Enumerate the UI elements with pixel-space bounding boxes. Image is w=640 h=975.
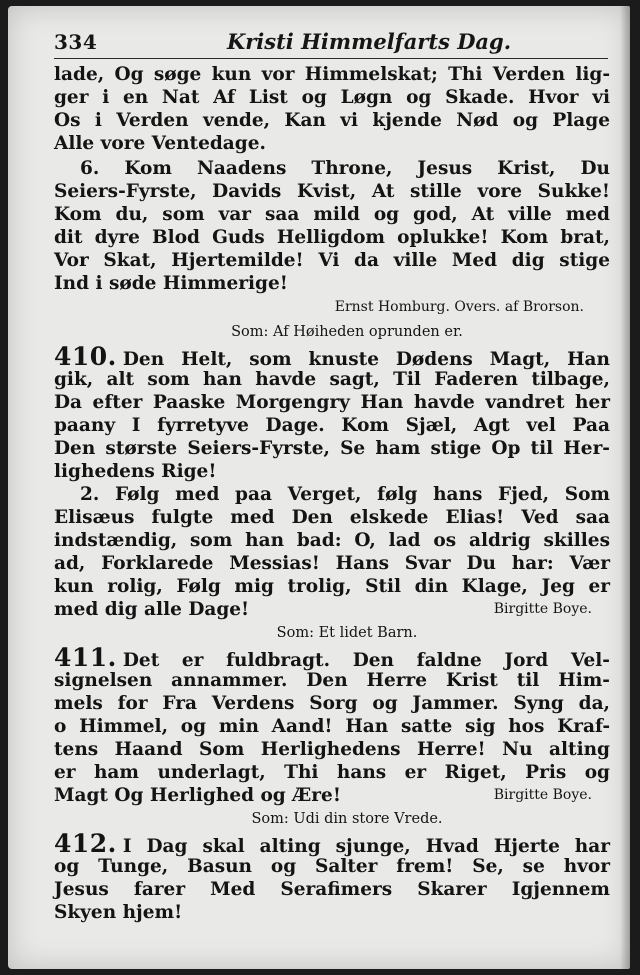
text-line: o Himmel, og min Aand! Han satte sig hos Kraf- [54,716,610,737]
running-title: Kristi Himmelfarts Dag. [226,29,512,54]
text-line: kun rolig, Følg mig trolig, Stil din Klage, Jeg er [54,576,610,597]
author-attribution: Ernst Homburg. Overs. af Brorson. [334,299,584,315]
text-line: Den største Seiers-Fyrste, Se ham stige Op til Her- [54,438,610,459]
hymn-411 [54,621,610,807]
text-line: Elisæus fulgte med Den elskede Elias! Ved saa [54,507,610,528]
hymn-first-line [54,342,610,371]
closing-line [54,598,610,621]
melody-line: Som: Af Høiheden oprunden er. [231,324,463,340]
text-line: Jesus farer Med Serafimers Skarer Igjennem [54,879,610,900]
text-line: med dig alle Dage! [54,599,250,620]
page-body [54,63,610,924]
text-line: Ind i søde Himmerige! [54,273,288,294]
text-line: er ham underlagt, Thi hans er Riget, Pris og [54,762,610,783]
verse-number: 6. [80,158,100,179]
text-line: Magt Og Herlighed og Ære! [54,785,341,806]
text-line: paany I fyrretyve Dage. Kom Sjæl, Agt vel Paa [54,415,610,436]
page-edge-shadow [620,6,630,969]
page-header [54,24,608,59]
hymn-number: 412. [54,829,117,858]
text-line: Det er fuldbragt. Den faldne Jord Vel- [122,650,610,671]
text-line: Seiers-Fyrste, Davids Kvist, At stille vore Sukke! [54,181,610,202]
hymn-number: 410. [54,342,117,371]
text-line: I Dag skal alting sjunge, Hvad Hjerte har [122,836,610,857]
text-line: Den Helt, som knuste Dødens Magt, Han [122,349,610,370]
text-line: ad, Forklarede Messias! Hans Svar Du har: Vær [54,553,610,574]
text-line: Kom Naadens Throne, Jesus Krist, Du [124,158,611,179]
text-line: mels for Fra Verdens Sorg og Jammer. Syng da, [54,693,610,714]
text-line: dit dyre Blod Guds Helligdom oplukke! Kom brat, [54,227,610,248]
text-line: Da efter Paaske Morgengry Han havde vandret her [54,392,610,413]
text-line: indstændig, som han bad: O, lad os aldrig skilles [54,530,610,551]
hymn-number: 411. [54,643,117,672]
hymn-first-line [54,643,610,672]
text-line: signelsen annammer. Den Herre Krist til Him- [54,670,610,691]
book-page [8,6,630,969]
melody-line: Som: Udi din store Vrede. [251,811,443,827]
melody-line: Som: Et lidet Barn. [276,625,418,641]
text-line: Følg med paa Verget, følg hans Fjed, Som [115,484,610,505]
closing-line [54,784,610,807]
text-line: gik, alt som han havde sagt, Til Faderen tilbage, [54,369,610,390]
text-line: og Tunge, Basun og Salter frem! Se, se hvor [54,856,610,877]
text-line: lade, Og søge kun vor Himmelskat; Thi Verden lig- [54,64,610,85]
text-line: Vor Skat, Hjertemilde! Vi da ville Med dig stige [54,250,610,271]
hymn-410 [54,320,610,621]
text-line: tens Haand Som Herlighedens Herre! Nu alting [54,739,610,760]
text-line: Skyen hjem! [54,902,183,923]
verse-number: 2. [80,484,100,505]
text-line: lighedens Rige! [54,461,217,482]
text-line: ger i en Nat Af List og Løgn og Skade. Hvor vi [54,87,610,108]
continued-hymn [54,63,610,320]
text-line: Os i Verden vende, Kan vi kjende Nød og Plage [54,110,610,131]
hymn-first-line [54,829,610,858]
verse-first-line [54,483,610,506]
hymn-412 [54,807,610,924]
author-attribution: Birgitte Boye. [493,601,592,617]
text-line: Kom du, som var saa mild og god, At ville med [54,204,610,225]
text-line: Alle vore Ventedage. [54,133,266,154]
author-attribution: Birgitte Boye. [493,787,592,803]
page-number: 334 [54,30,98,54]
verse-first-line [54,157,610,180]
